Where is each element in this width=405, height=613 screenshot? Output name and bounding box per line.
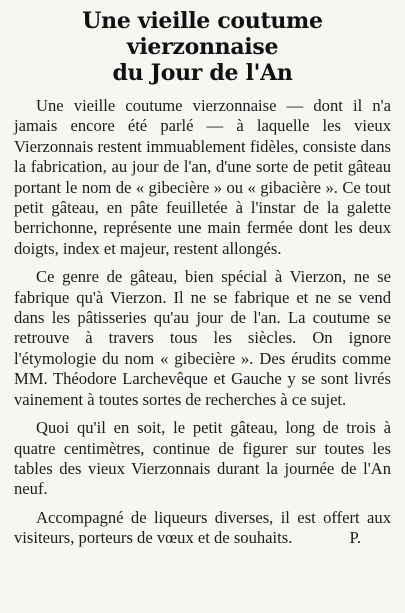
article-body (14, 96, 391, 549)
article-paragraph-2: Ce genre de gâteau, bien spécial à Vierzon, ne se fabrique qu'à Vierzon. Il ne se fabrique et ne se vend dans les pâtisseries qu'au jour de l'an. La coutume se retrouve à travers tous les siècles. On ignore l'étymologie du nom « gibecière ». Des érudits comme MM. Théodore Larchevêque et Gauche y se sont livrés vainement à toutes sortes de recherches à ce sujet. (14, 267, 391, 409)
article-paragraph-3: Quoi qu'il en soit, le petit gâteau, long de trois à quatre centimètres, continue de figurer sur toutes les tables des vieux Vierzonnais durant la journée de l'An neuf. (14, 418, 391, 499)
article-headline (14, 8, 391, 86)
headline-line-2: du Jour de l'An (112, 60, 293, 86)
headline-line-1: Une vieille coutume vierzonnaise (82, 8, 323, 60)
article-paragraph-4-text: Accompagné de liqueurs diverses, il est offert aux visiteurs, porteurs de vœux et de souhaits. (14, 507, 391, 548)
article-paragraph-4 (14, 508, 391, 549)
article-paragraph-1: Une vieille coutume vierzonnaise — dont il n'a jamais encore été parlé — à laquelle les vieux Vierzonnais restent immuablement fidèles, consiste dans la fabrication, au jour de l'an, d'une sorte de petit gâteau portant le nom de « gibecière » ou « gibacière ». Ce tout petit gâteau, en pâte feuilletée à l'instar de la galette berrichonne, représente une main fermée dont les deux doigts, index et majeur, restent allongés. (14, 96, 391, 258)
article-signature: P. (349, 528, 361, 548)
